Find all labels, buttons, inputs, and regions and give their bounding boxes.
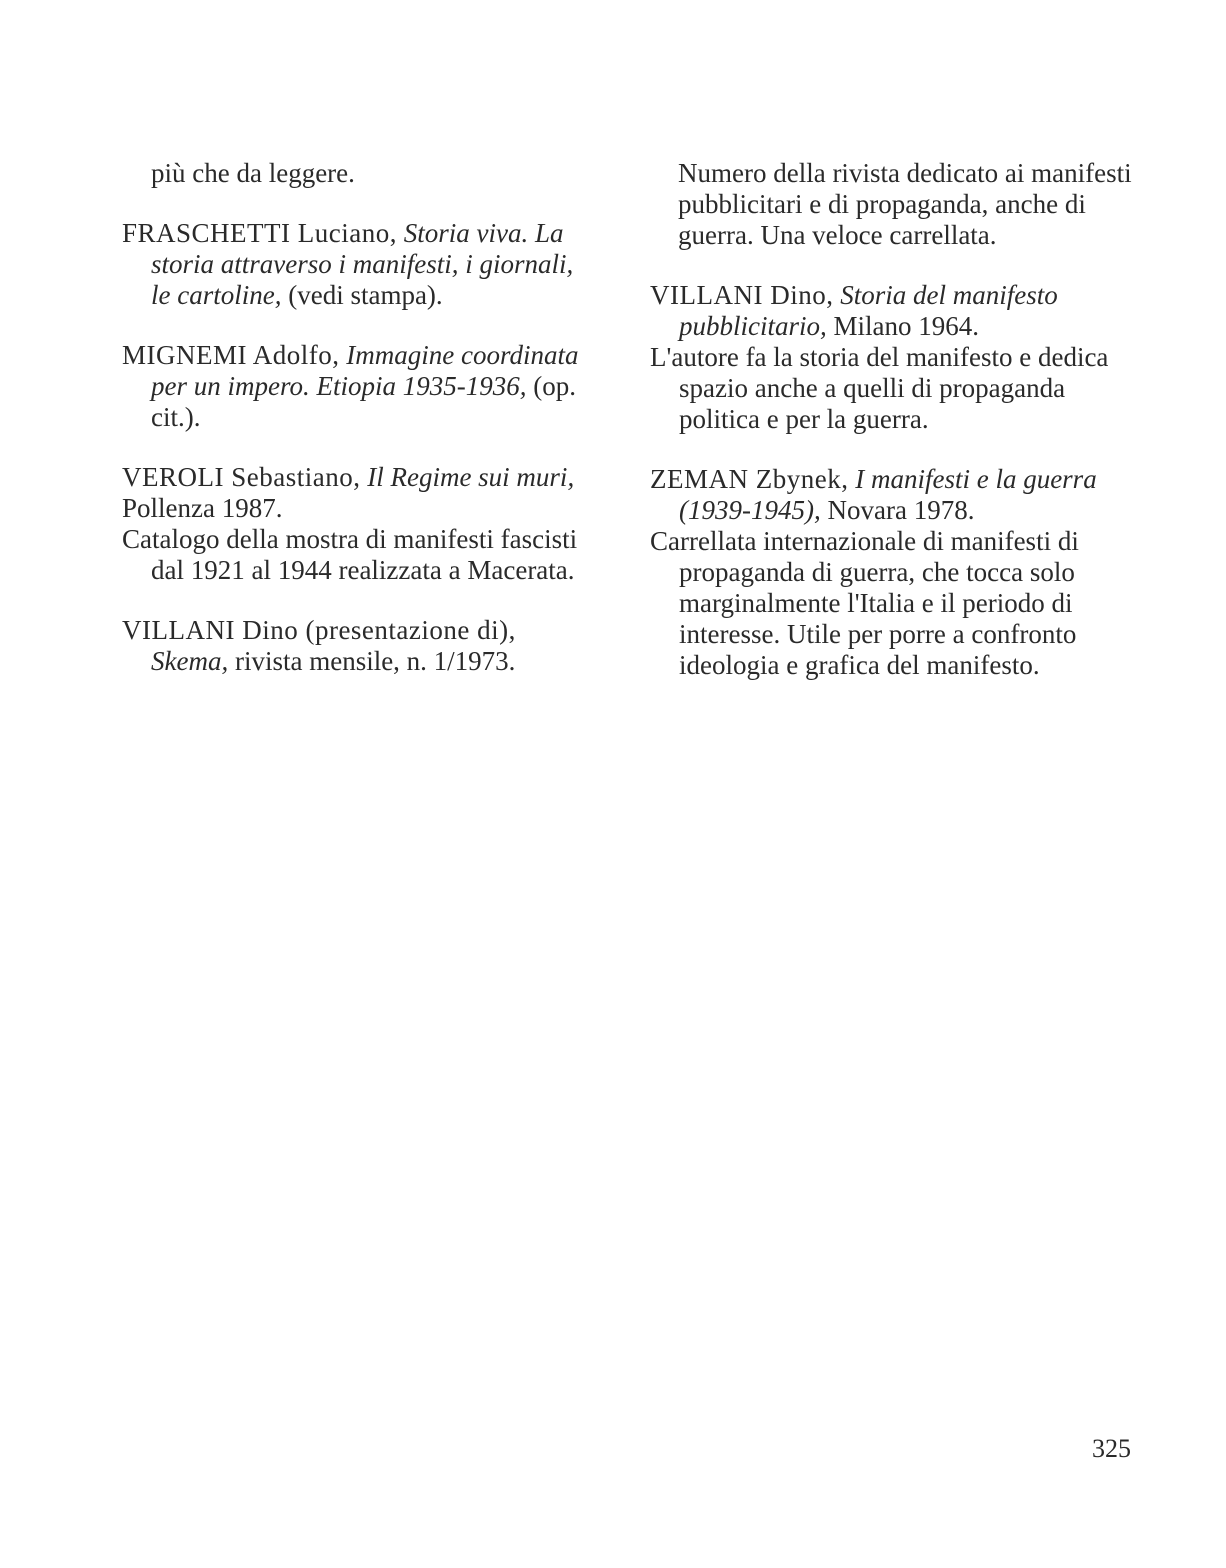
continuation-text: più che da leggere. bbox=[151, 158, 355, 188]
right-column bbox=[650, 158, 1150, 710]
entry-note: Catalogo della mostra di manifesti fascisti dal 1921 al 1944 realizzata a Macerata. bbox=[122, 524, 578, 585]
left-column bbox=[122, 158, 592, 706]
entry-details: Milano 1964. bbox=[833, 311, 979, 341]
entry-title: I manifesti e la guerra (1939-1945), bbox=[679, 464, 1097, 525]
entry-author: FRASCHETTI Luciano, bbox=[122, 218, 397, 248]
entry-title: Immagine coordinata per un impero. Etiopia 1935-1936, bbox=[151, 340, 579, 401]
entry-author: VILLANI Dino, bbox=[650, 280, 834, 310]
entry-details: rivista mensile, n. 1/1973. bbox=[234, 646, 516, 676]
entry-title: Skema, bbox=[151, 646, 229, 676]
entry-note: Carrellata internazionale di manifesti di propaganda di guerra, che tocca solo marginalmente l'Italia e il periodo di interesse. Utile per porre a confronto ideologia e grafica del manifesto. bbox=[650, 526, 1079, 680]
continuation-text: Numero della rivista dedicato ai manifesti pubblicitari e di propaganda, anche di guerra. Una veloce carrellata. bbox=[678, 158, 1132, 250]
entry-note: L'autore fa la storia del manifesto e dedica spazio anche a quelli di propaganda politica e per la guerra. bbox=[650, 342, 1109, 434]
entry-title: Storia viva. La storia attraverso i manifesti, i giornali, le cartoline, bbox=[151, 218, 574, 310]
bibliography-entry bbox=[650, 280, 1150, 435]
page-number: 325 bbox=[1092, 1434, 1131, 1463]
entry-author: VEROLI Sebastiano, bbox=[122, 462, 361, 492]
entry-title: Storia del manifesto pubblicitario, bbox=[679, 280, 1058, 341]
entry-details: Novara 1978. bbox=[827, 495, 975, 525]
entry-details: (vedi stampa). bbox=[288, 280, 443, 310]
entry-author: VILLANI Dino (presentazione di), bbox=[122, 615, 516, 645]
entry-details: (op. cit.). bbox=[151, 371, 576, 432]
entry-author: ZEMAN Zbynek, bbox=[650, 464, 849, 494]
bibliography-entry bbox=[122, 340, 592, 433]
bibliography-entry bbox=[122, 218, 592, 311]
entry-author: MIGNEMI Adolfo, bbox=[122, 340, 340, 370]
entry-title: Il Regime sui muri, bbox=[367, 462, 575, 492]
bibliography-entry bbox=[650, 464, 1150, 681]
bibliography-entry bbox=[122, 462, 592, 586]
bibliography-entry bbox=[122, 615, 592, 677]
entry-details: Pollenza 1987. bbox=[122, 493, 283, 523]
